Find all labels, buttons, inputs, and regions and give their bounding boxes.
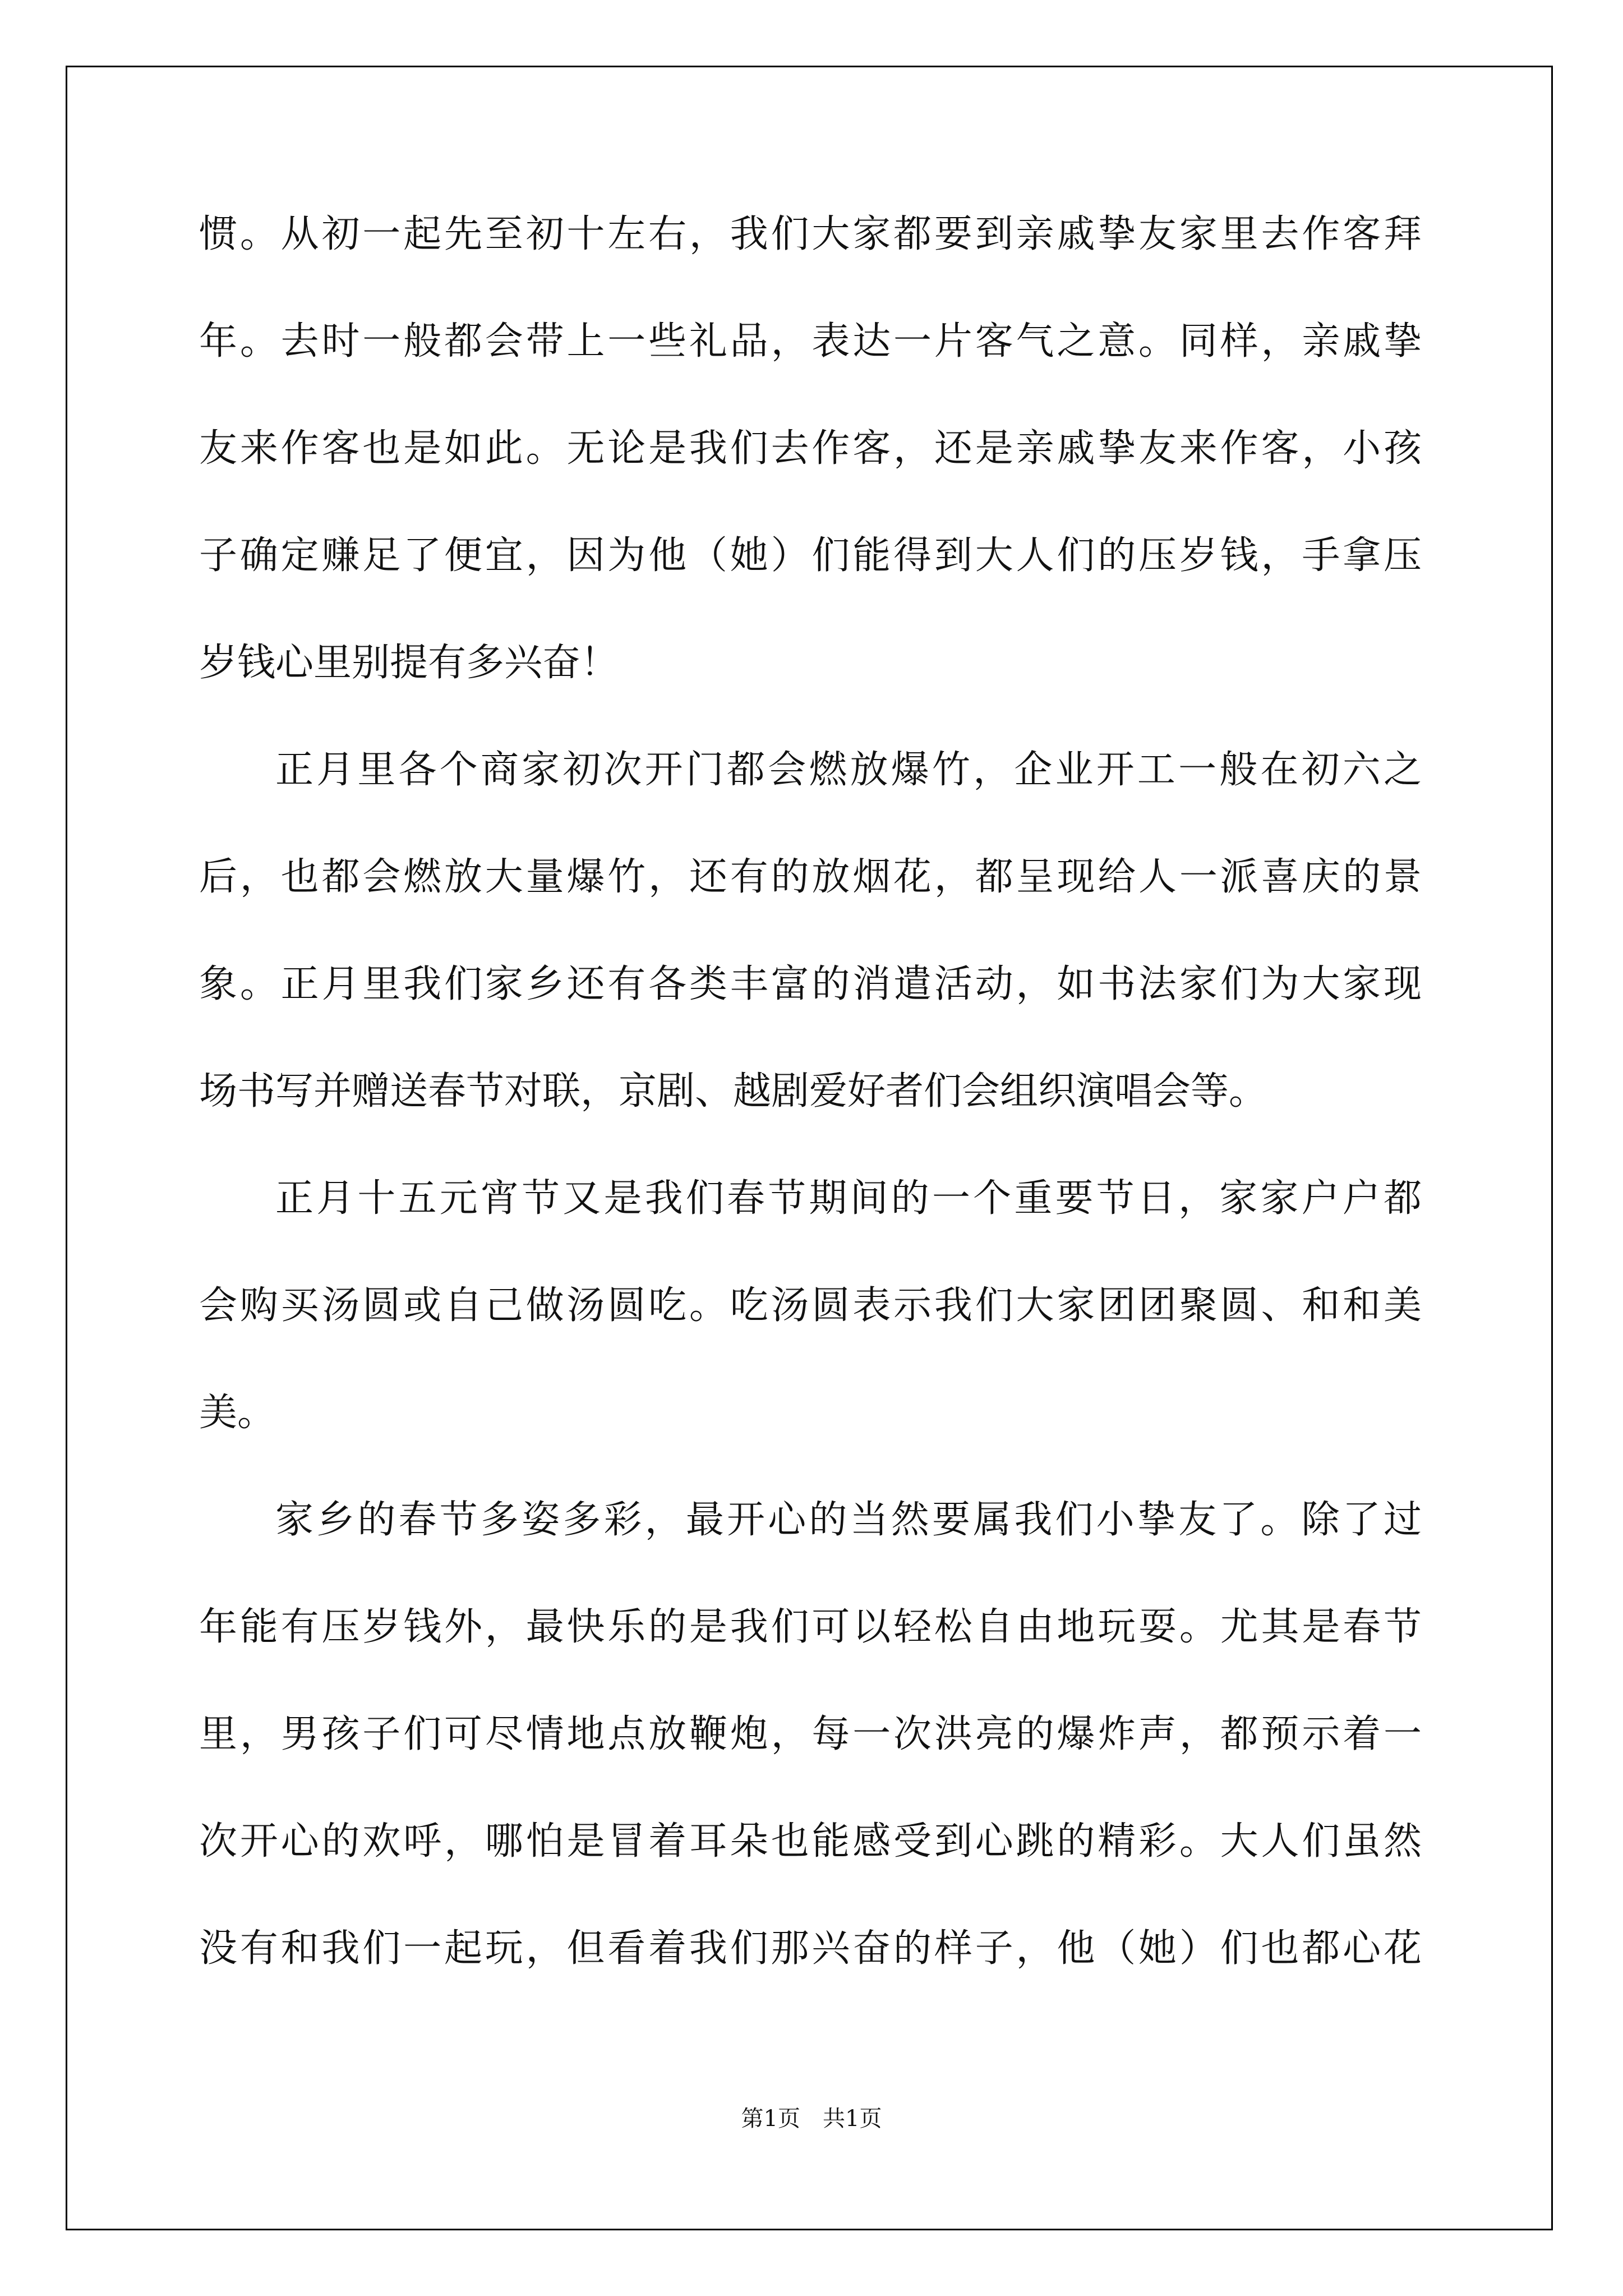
text-line: 美。 [199, 1391, 276, 1435]
text-line: 惯。从初一起先至初十左右，我们大家都要到亲戚挚友家里去作客拜 [199, 212, 1422, 256]
text-line: 年能有压岁钱外，最快乐的是我们可以轻松自由地玩耍。尤其是春节 [199, 1605, 1422, 1649]
text-line: 年。去时一般都会带上一些礼品，表达一片客气之意。同样，亲戚挚 [199, 319, 1422, 364]
document-body [199, 208, 1422, 2029]
text-line: 场书写并赠送春节对联，京剧、越剧爱好者们会组织演唱会等。 [199, 1069, 1267, 1114]
text-line: 岁钱心里别提有多兴奋！ [199, 641, 619, 685]
text-line: 后，也都会燃放大量爆竹，还有的放烟花，都呈现给人一派喜庆的景 [199, 855, 1422, 899]
text-line: 没有和我们一起玩，但看着我们那兴奋的样子，他（她）们也都心花 [199, 1926, 1422, 1971]
text-line: 正月十五元宵节又是我们春节期间的一个重要节日，家家户户都 [275, 1176, 1422, 1221]
page-footer: 第1页 共1页 [741, 2106, 882, 2132]
text-line: 象。正月里我们家乡还有各类丰富的消遣活动，如书法家们为大家现 [199, 962, 1422, 1006]
text-line: 正月里各个商家初次开门都会燃放爆竹，企业开工一般在初六之 [275, 748, 1422, 792]
text-line: 子确定赚足了便宜，因为他（她）们能得到大人们的压岁钱，手拿压 [199, 533, 1422, 578]
text-line: 会购买汤圆或自己做汤圆吃。吃汤圆表示我们大家团团聚圆、和和美 [199, 1283, 1422, 1328]
text-line: 里，男孩子们可尽情地点放鞭炮，每一次洪亮的爆炸声，都预示着一 [199, 1712, 1422, 1756]
text-line: 次开心的欢呼，哪怕是冒着耳朵也能感受到心跳的精彩。大人们虽然 [199, 1819, 1422, 1864]
text-line: 家乡的春节多姿多彩，最开心的当然要属我们小挚友了。除了过 [275, 1498, 1422, 1542]
text-line: 友来作客也是如此。无论是我们去作客，还是亲戚挚友来作客，小孩 [199, 426, 1422, 471]
